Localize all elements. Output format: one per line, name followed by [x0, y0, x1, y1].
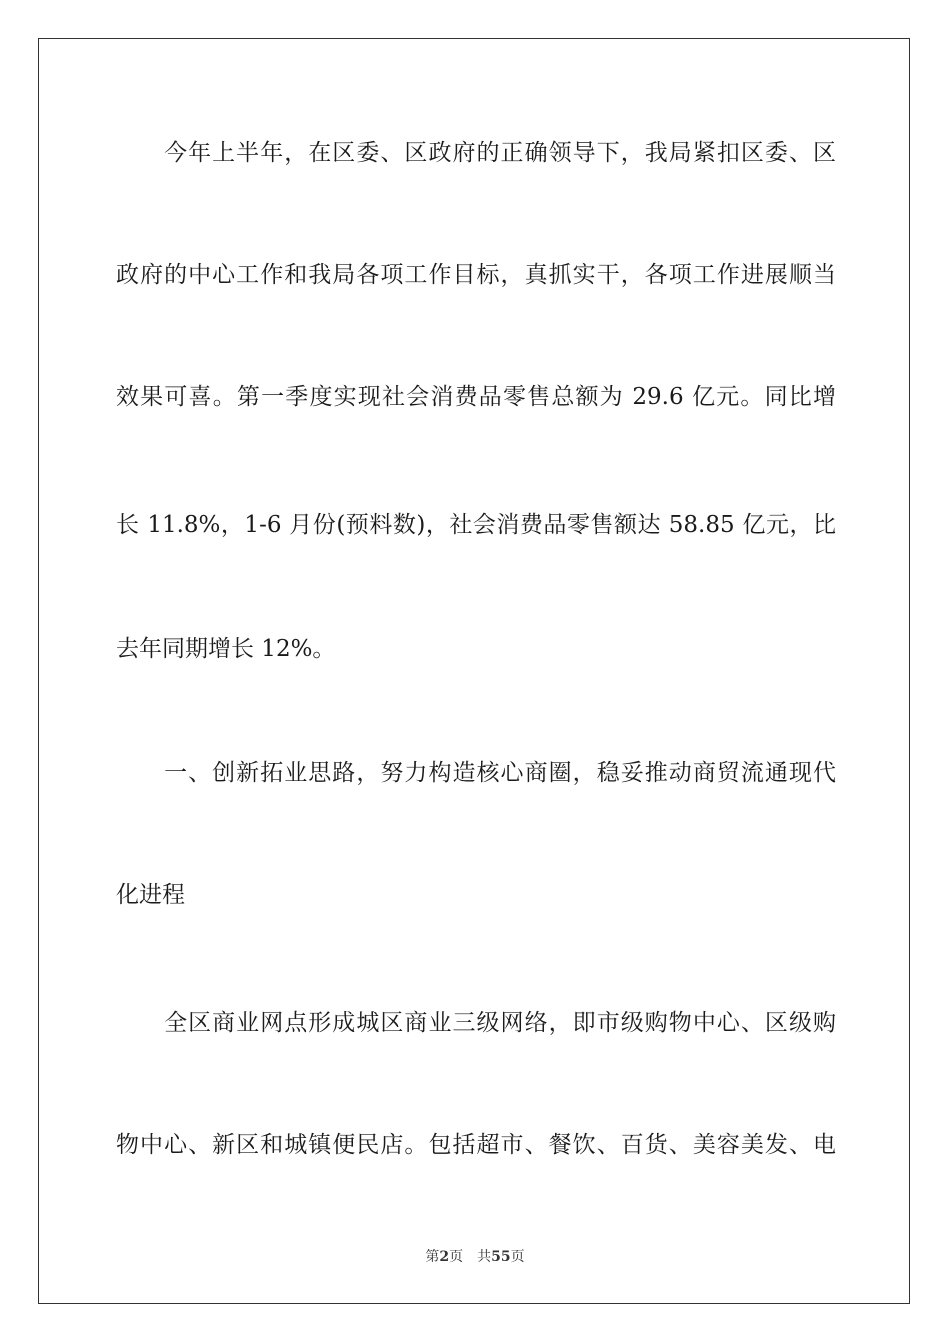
body-line: 政府的中心工作和我局各项工作目标，真抓实干，各项工作进展顺当	[116, 262, 836, 288]
body-line: 物中心、新区和城镇便民店。包括超市、餐饮、百货、美容美发、电	[116, 1132, 836, 1158]
total-pages-number: 55	[491, 1249, 511, 1265]
section-heading-line: 化进程	[116, 882, 185, 908]
body-line: 长 11.8%，1-6 月份(预料数)，社会消费品零售额达 58.85 亿元，比	[116, 512, 836, 538]
section-heading-line: 一、创新拓业思路，努力构造核心商圈，稳妥推动商贸流通现代	[116, 760, 836, 786]
total-label-prefix: 共	[477, 1249, 492, 1265]
total-label-suffix: 页	[510, 1249, 525, 1265]
page-label-suffix: 页	[449, 1249, 464, 1265]
page-footer	[0, 1248, 950, 1266]
body-line: 全区商业网点形成城区商业三级网络，即市级购物中心、区级购	[116, 1010, 836, 1036]
body-line: 效果可喜。第一季度实现社会消费品零售总额为 29.6 亿元。同比增	[116, 384, 836, 410]
current-page-number: 2	[439, 1249, 450, 1265]
body-line: 今年上半年，在区委、区政府的正确领导下，我局紧扣区委、区	[116, 140, 836, 166]
body-line: 去年同期增长 12%。	[116, 636, 336, 662]
page-border	[38, 38, 910, 1304]
page-label-prefix: 第	[425, 1249, 440, 1265]
